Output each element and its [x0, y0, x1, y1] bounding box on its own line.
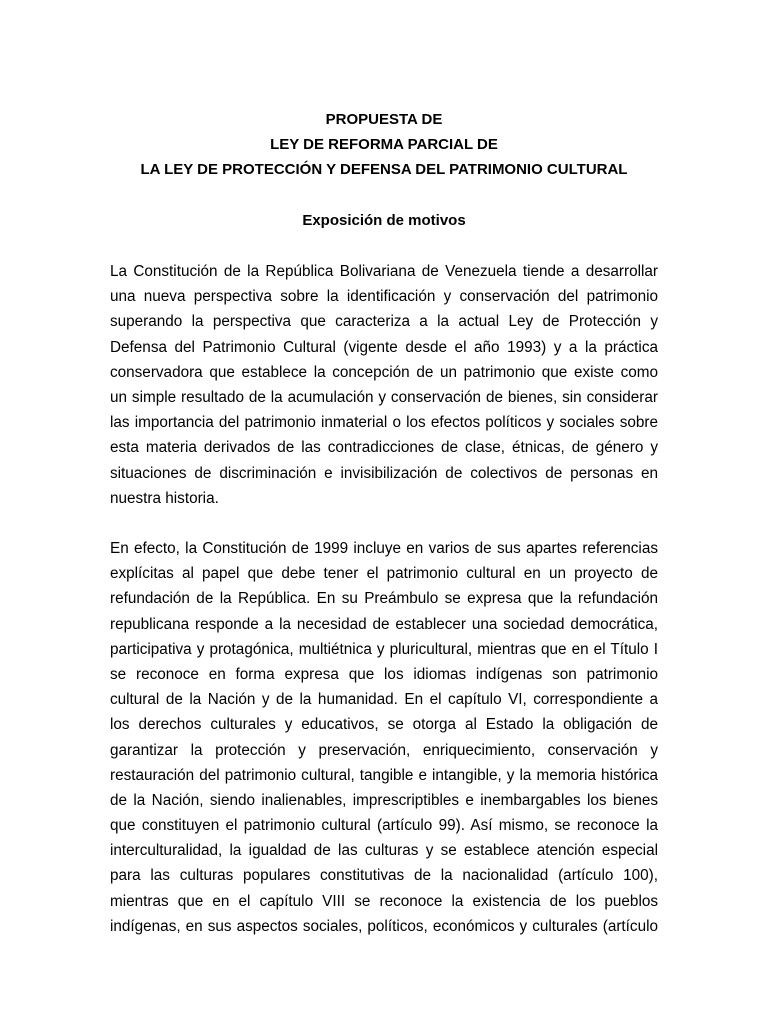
paragraph-line: las importancia del patrimonio inmaterial o los efectos políticos y sociales sobre: [110, 414, 658, 432]
document-title: [0, 107, 768, 182]
paragraph-line: cultural de la Nación y de la humanidad. En el capítulo VI, correspondiente a: [110, 691, 658, 709]
paragraph-line: Defensa del Patrimonio Cultural (vigente desde el año 1993) y a la práctica: [110, 338, 658, 356]
paragraph-line: La Constitución de la República Bolivariana de Venezuela tiende a desarrollar: [110, 263, 658, 280]
paragraph-1: [110, 259, 658, 511]
paragraph-2: [110, 536, 658, 939]
paragraph-line: superando la perspectiva que caracteriza a la actual Ley de Protección y: [110, 313, 658, 331]
paragraph-line: de la Nación, siendo inalienables, imprescriptibles e inembargables los bienes: [110, 791, 658, 809]
paragraph-line: indígenas, en sus aspectos sociales, políticos, económicos y culturales (artículo: [110, 917, 658, 935]
paragraph-line: refundación de la República. En su Preámbulo se expresa que la refundación: [110, 590, 658, 608]
paragraph-line: En efecto, la Constitución de 1999 incluye en varios de sus apartes referencias: [110, 540, 658, 557]
paragraph-line: un simple resultado de la acumulación y conservación de bienes, sin considerar: [110, 388, 658, 406]
paragraph-line: una nueva perspectiva sobre la identificación y conservación del patrimonio: [110, 288, 658, 306]
paragraph-line: nuestra historia.: [110, 489, 219, 507]
paragraph-line: esta materia derivados de las contradicciones de clase, étnicas, de género y: [110, 439, 658, 457]
title-line-2: LEY DE REFORMA PARCIAL DE: [270, 136, 498, 153]
paragraph-line: republicana responde a la necesidad de establecer una sociedad democrática,: [110, 615, 658, 633]
paragraph-line: interculturalidad, la igualdad de las culturas y se establece atención especial: [110, 842, 658, 860]
paragraph-line: mientras que en el capítulo VIII se reconoce la existencia de los pueblos: [110, 892, 658, 910]
paragraph-line: se reconoce en forma expresa que los idiomas indígenas son patrimonio: [110, 665, 658, 683]
paragraph-line: restauración del patrimonio cultural, tangible e intangible, y la memoria histórica: [110, 766, 658, 784]
title-line-3: LA LEY DE PROTECCIÓN Y DEFENSA DEL PATRIMONIO CULTURAL: [140, 161, 628, 178]
paragraph-line: que constituyen el patrimonio cultural (artículo 99). Así mismo, se reconoce la: [110, 817, 658, 835]
title-line-1: PROPUESTA DE: [325, 111, 443, 128]
paragraph-line: para las culturas populares constitutivas de la nacionalidad (artículo 100),: [110, 867, 658, 885]
paragraph-line: situaciones de discriminación e invisibilización de colectivos de personas en: [110, 464, 658, 482]
paragraph-line: explícitas al papel que debe tener el patrimonio cultural en un proyecto de: [110, 565, 658, 583]
paragraph-line: los derechos culturales y educativos, se otorga al Estado la obligación de: [110, 716, 658, 734]
paragraph-line: participativa y protagónica, multiétnica y pluricultural, mientras que en el Título I: [110, 640, 658, 658]
paragraph-line: conservadora que establece la concepción de un patrimonio que existe como: [110, 363, 658, 381]
section-heading: Exposición de motivos: [302, 212, 466, 229]
paragraph-line: garantizar la protección y preservación, enriquecimiento, conservación y: [110, 741, 658, 759]
